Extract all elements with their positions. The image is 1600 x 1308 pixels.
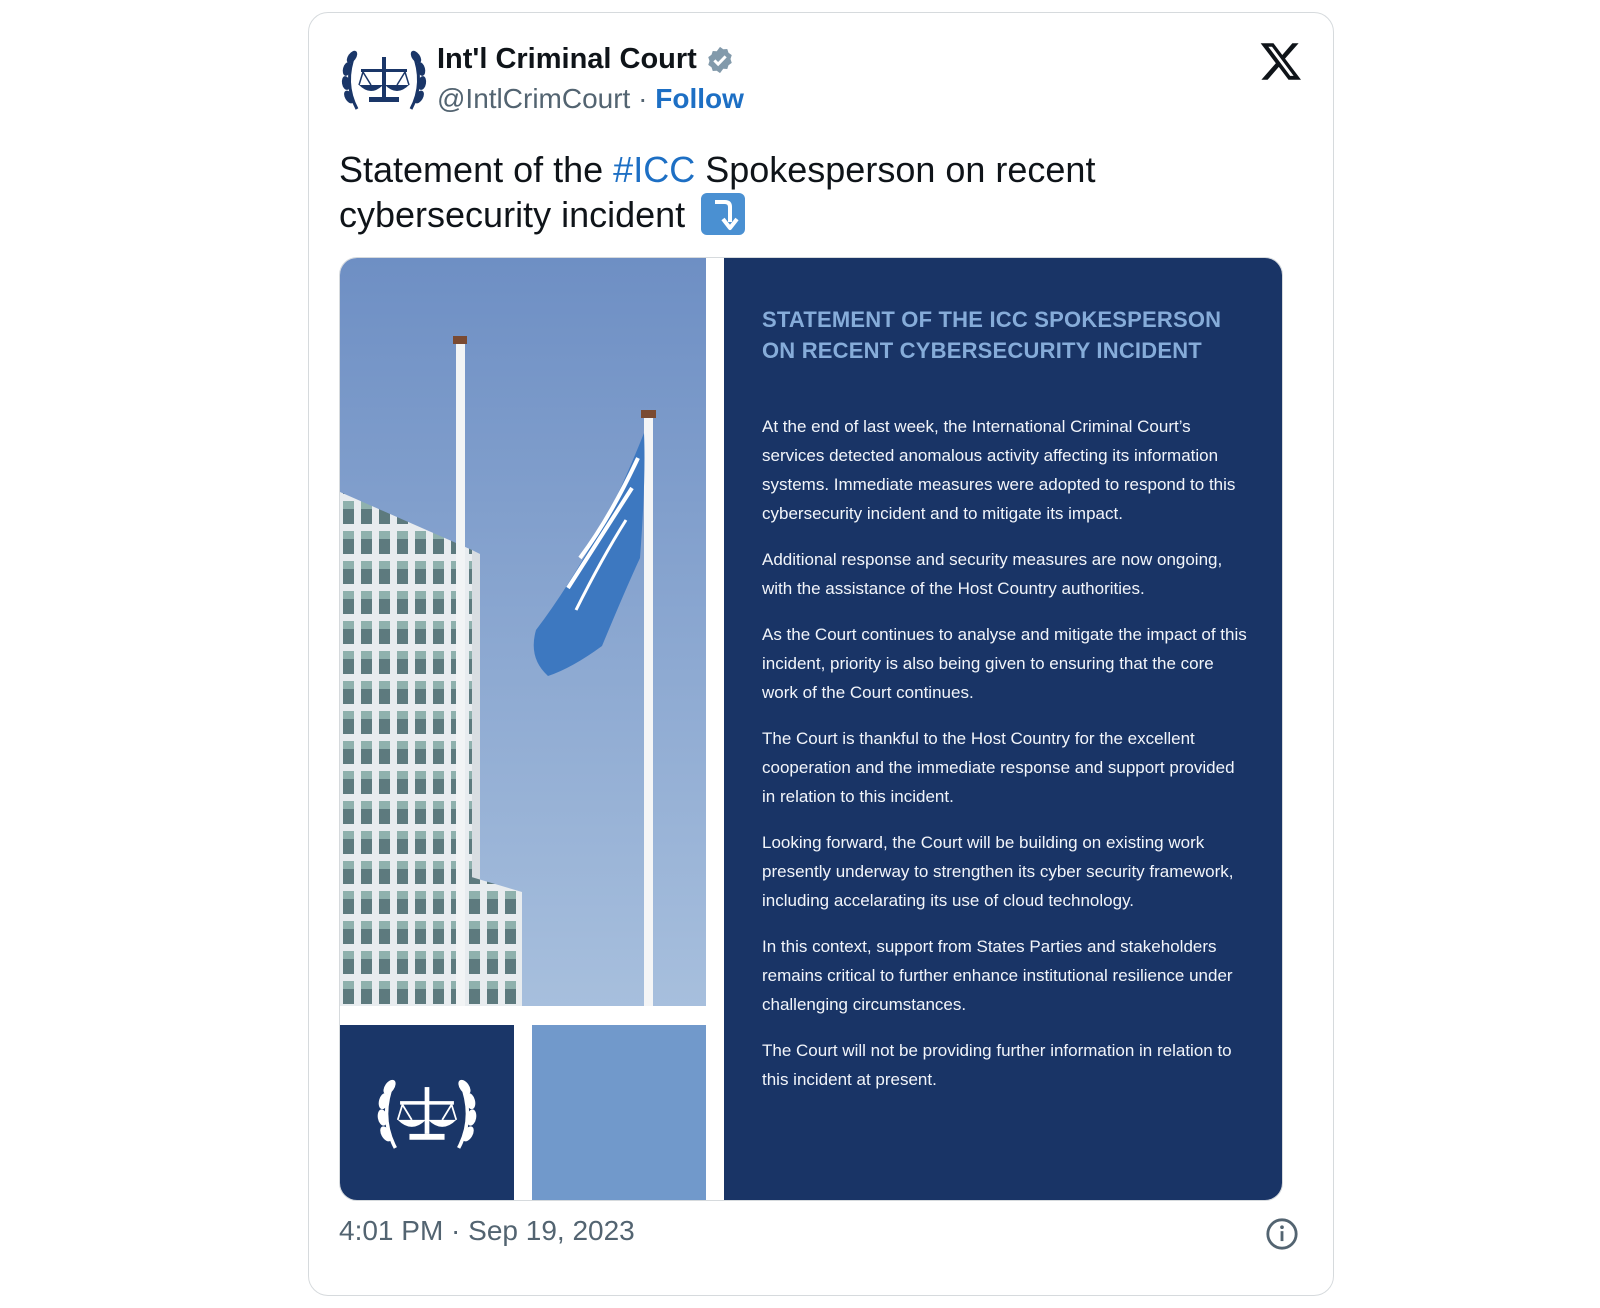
scales-of-justice-icon — [372, 1066, 482, 1162]
statement-panel — [724, 258, 1283, 1201]
scales-of-justice-icon — [339, 39, 429, 121]
flag-photo — [340, 258, 706, 1006]
statement-paragraph: Looking forward, the Court will be building on existing work presently underway to strengthen its cyber security framework, including accelarating its use of cloud technology. — [762, 833, 1234, 910]
statement-paragraph: Additional response and security measures are now ongoing, with the assistance of the Host Country authorities. — [762, 550, 1223, 598]
statement-title: STATEMENT OF THE ICC SPOKESPERSON ON RECENT CYBERSECURITY INCIDENT — [762, 307, 1222, 363]
statement-paragraph: At the end of last week, the International Criminal Court’s services detected anomalous activity affecting its information systems. Immediate measures were adopted to respond to this cybersecurity incident and to mitigate its impact. — [762, 417, 1236, 523]
arrow-curving-down-emoji — [701, 193, 745, 235]
tweet-media-image[interactable] — [339, 257, 1283, 1201]
follow-button[interactable]: Follow — [655, 83, 744, 114]
tweet-card — [308, 12, 1334, 1296]
statement-paragraph: As the Court continues to analyse and mitigate the impact of this incident, priority is also being given to ensuring that the core work of the Court continues. — [762, 625, 1247, 702]
tweet-text-start: Statement of the — [339, 149, 614, 190]
statement-paragraph: The Court will not be providing further information in relation to this incident at present. — [762, 1041, 1232, 1089]
separator-dot: · — [638, 83, 648, 114]
handle-row — [437, 83, 744, 115]
statement-paragraph: In this context, support from States Parties and stakeholders remains critical to further enhance institutional resilience under challenging circumstances. — [762, 937, 1233, 1014]
statement-paragraph: The Court is thankful to the Host Country for the excellent cooperation and the immediate response and support provided in relation to this incident. — [762, 729, 1235, 806]
avatar[interactable] — [339, 39, 429, 121]
account-handle[interactable]: @IntlCrimCourt — [437, 83, 631, 114]
account-name[interactable] — [437, 43, 735, 76]
icc-logo-tile — [340, 1025, 514, 1201]
color-block — [532, 1025, 706, 1201]
tweet-timestamp[interactable]: 4:01 PM · Sep 19, 2023 — [339, 1215, 635, 1246]
hashtag-link[interactable]: #ICC — [613, 149, 696, 190]
account-name-text: Int'l Criminal Court — [437, 43, 697, 75]
tweet-text — [339, 147, 1239, 237]
info-icon[interactable] — [1265, 1217, 1299, 1251]
tweet-header — [339, 39, 1259, 123]
verified-badge-icon — [705, 45, 735, 75]
tweet-text-end: Spokesperson on recent cybersecurity incident — [339, 149, 1096, 235]
x-logo-icon[interactable] — [1259, 39, 1303, 83]
